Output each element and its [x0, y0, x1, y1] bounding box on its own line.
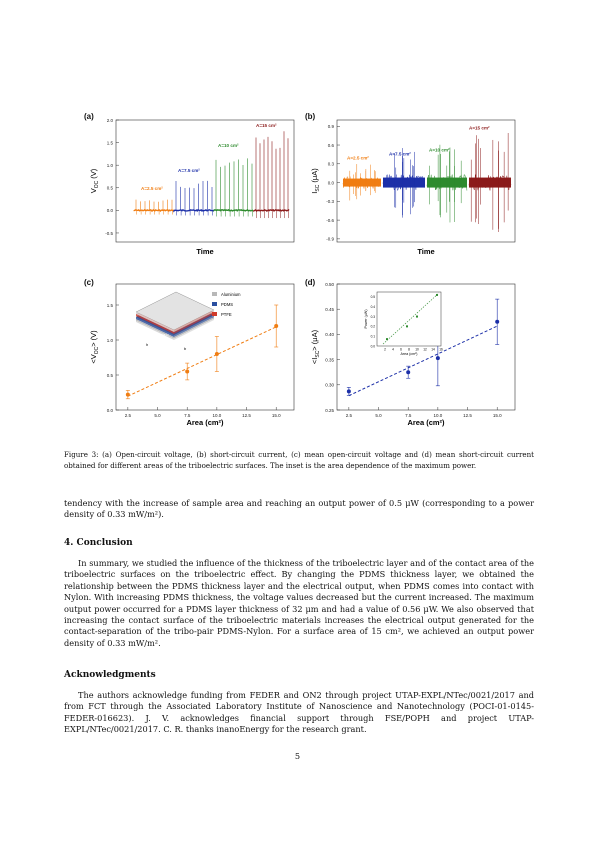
panel-d: [305, 278, 520, 438]
x-axis-label: Time: [417, 247, 435, 256]
inset-label-b: b: [184, 346, 187, 351]
y-axis-label: $I_{SC}$ (μA): [310, 168, 321, 194]
section-heading-acknowledgments: Acknowledgments: [64, 670, 156, 680]
y-tick-label: 0.45: [325, 307, 334, 312]
y-tick-label: -0.3: [326, 199, 334, 205]
y-tick-label: 0.35: [325, 357, 334, 363]
y-tick-label: 0.25: [325, 407, 334, 413]
y-tick-label: 0.0: [106, 208, 113, 214]
panel-a-label: (a): [84, 112, 94, 121]
inset-x-tick-label: 14: [431, 347, 435, 352]
legend-label: Aluminium: [221, 291, 241, 297]
y-tick-label: 1.0: [106, 162, 113, 168]
inset-x-tick-label: 4: [392, 347, 394, 352]
inset-x-tick-label: 2: [384, 347, 386, 352]
voc-area-annotation: A=7.5 cm²: [178, 167, 200, 173]
x-tick-label: 2.5: [345, 413, 352, 418]
acknowledgments-text: The authors acknowledge funding from FEDER and ON2 through project UTAP-EXPL/NTec/0021/2017 and from FCT through the Associated Laboratory Institute of Nanoscience and Nanotechnology (POCI-01-0145-FEDER-016623). J. V. acknowledges financial support through FSE/POPH and project UTAP-EXPL/NTec/0021/2017. C. R. thanks inanoEnergy for the research grant.: [64, 690, 534, 735]
x-tick-label: 2.5: [124, 413, 131, 418]
y-tick-label: 0.0: [106, 407, 113, 413]
paragraph-continuation: [64, 498, 534, 521]
y-axis-label: $<V_{OC}> (V)$: [89, 330, 100, 364]
panel-d-chart: [305, 278, 520, 438]
x-tick-label: 10.0: [212, 413, 222, 418]
inset-data-point: [406, 325, 408, 327]
legend-label: PDMS: [221, 301, 234, 307]
x-tick-label: 7.5: [405, 413, 412, 418]
y-tick-label: 0.40: [325, 332, 334, 338]
panel-c-chart: [84, 278, 299, 438]
y-tick-label: 0.30: [325, 382, 334, 388]
panel-b-chart: [305, 112, 520, 260]
inset-x-tick-label: 8: [408, 347, 410, 352]
y-tick-label: 0.5: [106, 372, 113, 378]
inset-y-tick-label: 0.5: [370, 295, 375, 300]
data-point: [406, 370, 410, 374]
x-axis-label: Time: [196, 247, 214, 256]
y-tick-label: -0.6: [326, 217, 334, 223]
isc-area-annotation: A=15 cm²: [469, 125, 490, 131]
y-tick-label: 0.5: [106, 185, 113, 191]
panel-b: [305, 112, 520, 260]
panel-a-chart: [84, 112, 299, 260]
section-heading-conclusion: 4. Conclusion: [64, 538, 133, 548]
y-tick-label: 0.6: [327, 142, 334, 148]
linear-fit-line: [128, 327, 276, 396]
inset-y-tick-label: 0.3: [370, 314, 375, 319]
inset-label-h: h: [146, 342, 149, 347]
data-point: [274, 324, 278, 328]
acknowledgments-body: [64, 690, 534, 736]
y-tick-label: 2.0: [106, 117, 113, 123]
x-axis-label: Area (cm²): [407, 418, 445, 427]
x-tick-label: 15.0: [492, 413, 502, 418]
inset-x-tick-label: 10: [415, 347, 419, 352]
voc-area-annotation: A=2.5 cm²: [141, 186, 163, 192]
data-point: [185, 370, 189, 374]
inset-x-axis-label: Area (cm²): [400, 352, 418, 356]
inset-y-axis-label: Power (μW): [364, 309, 368, 329]
inset-data-point: [416, 316, 418, 318]
inset-x-tick-label: 12: [423, 347, 427, 352]
isc-area-annotation: A=2.5 cm²: [347, 155, 369, 161]
plot-frame: [116, 120, 294, 242]
y-tick-label: 1.5: [106, 302, 113, 308]
y-tick-label: 1.0: [106, 337, 113, 343]
x-tick-label: 5.0: [375, 413, 382, 418]
y-tick-label: -0.5: [105, 230, 113, 236]
conclusion-text: In summary, we studied the influence of the thickness of the triboelectric layer and of the contact area of the triboelectric surfaces on the triboelectric effect. By changing the PDMS thickness layer, we obtained the relationship between the PDMS thickness layer and the electrical output, when PDMS comes into contact with Nylon. With increasing PDMS thickness, the voltage values decreased but the current increased. The maximum output power occurred for a PDMS layer thickness of 32 μm and had a value of 0.56 μW. We also observed that increasing the contact surface of the triboelectric materials increases the electrical output generated for the contact-separation of the tribo-pair PDMS-Nylon. For a surface area of 15 cm², we achieved an output power density of 0.33 mW/m².: [64, 558, 534, 648]
inset-data-point: [436, 294, 438, 296]
panel-b-label: (b): [305, 112, 316, 121]
data-point: [495, 320, 499, 324]
y-tick-label: 0.0: [327, 180, 334, 186]
y-axis-label: $V_{OC}$ (V): [89, 168, 100, 194]
y-tick-label: 0.3: [327, 161, 334, 167]
y-tick-label: 1.5: [106, 140, 113, 146]
legend-swatch: [212, 302, 217, 306]
x-tick-label: 12.5: [463, 413, 472, 418]
data-point: [126, 393, 130, 397]
data-point: [436, 356, 440, 360]
paragraph-continuation-text: tendency with the increase of sample area and reaching an output power of 0.5 μW (corresponding to a power density of 0.33 mW/m²).: [64, 498, 534, 520]
x-tick-label: 12.5: [242, 413, 251, 418]
inset-label-area: A=a.b: [158, 332, 169, 337]
x-tick-label: 15.0: [271, 413, 281, 418]
inset-x-tick-label: 6: [400, 347, 402, 352]
x-axis-label: Area (cm²): [186, 418, 224, 427]
y-tick-label: 0.50: [325, 281, 334, 287]
panel-c: [84, 278, 299, 438]
legend-swatch: [212, 312, 217, 316]
inset-y-tick-label: 0.1: [370, 334, 375, 339]
x-tick-label: 10.0: [433, 413, 443, 418]
legend-swatch: [212, 292, 217, 296]
data-point: [347, 389, 351, 393]
page-number: 5: [294, 751, 301, 761]
voc-area-annotation: A=10 cm²: [218, 143, 239, 149]
isc-area-annotation: A=7.5 cm²: [389, 151, 411, 157]
y-tick-label: -0.9: [326, 236, 334, 242]
inset-x-tick-label: 16: [439, 347, 443, 352]
inset-y-tick-label: 0.4: [370, 305, 375, 310]
data-point: [215, 352, 219, 356]
inset-y-tick-label: 0.2: [370, 324, 375, 329]
panel-c-label: (c): [84, 278, 94, 287]
panel-d-label: (d): [305, 278, 316, 287]
isc-area-annotation: A=10 cm²: [429, 147, 450, 153]
x-tick-label: 7.5: [184, 413, 191, 418]
legend-label: PTFE: [221, 311, 232, 317]
voc-area-annotation: A=15 cm²: [256, 122, 277, 128]
conclusion-body: [64, 558, 534, 649]
inset-data-point: [386, 338, 388, 340]
y-axis-label: $<I_{SC}> (\mu A)$: [310, 329, 321, 365]
figure-caption: Figure 3: (a) Open-circuit voltage, (b) short-circuit current, (c) mean open-circuit voltage and (d) mean short-circuit current obtained for different areas of the triboelectric surfaces. The inset is the area dependence of the maximum power.: [64, 450, 534, 470]
x-tick-label: 5.0: [154, 413, 161, 418]
panel-a: [84, 112, 299, 260]
y-tick-label: 0.9: [327, 124, 334, 130]
plot-frame: [116, 284, 294, 410]
inset-y-tick-label: 0.0: [370, 344, 375, 349]
